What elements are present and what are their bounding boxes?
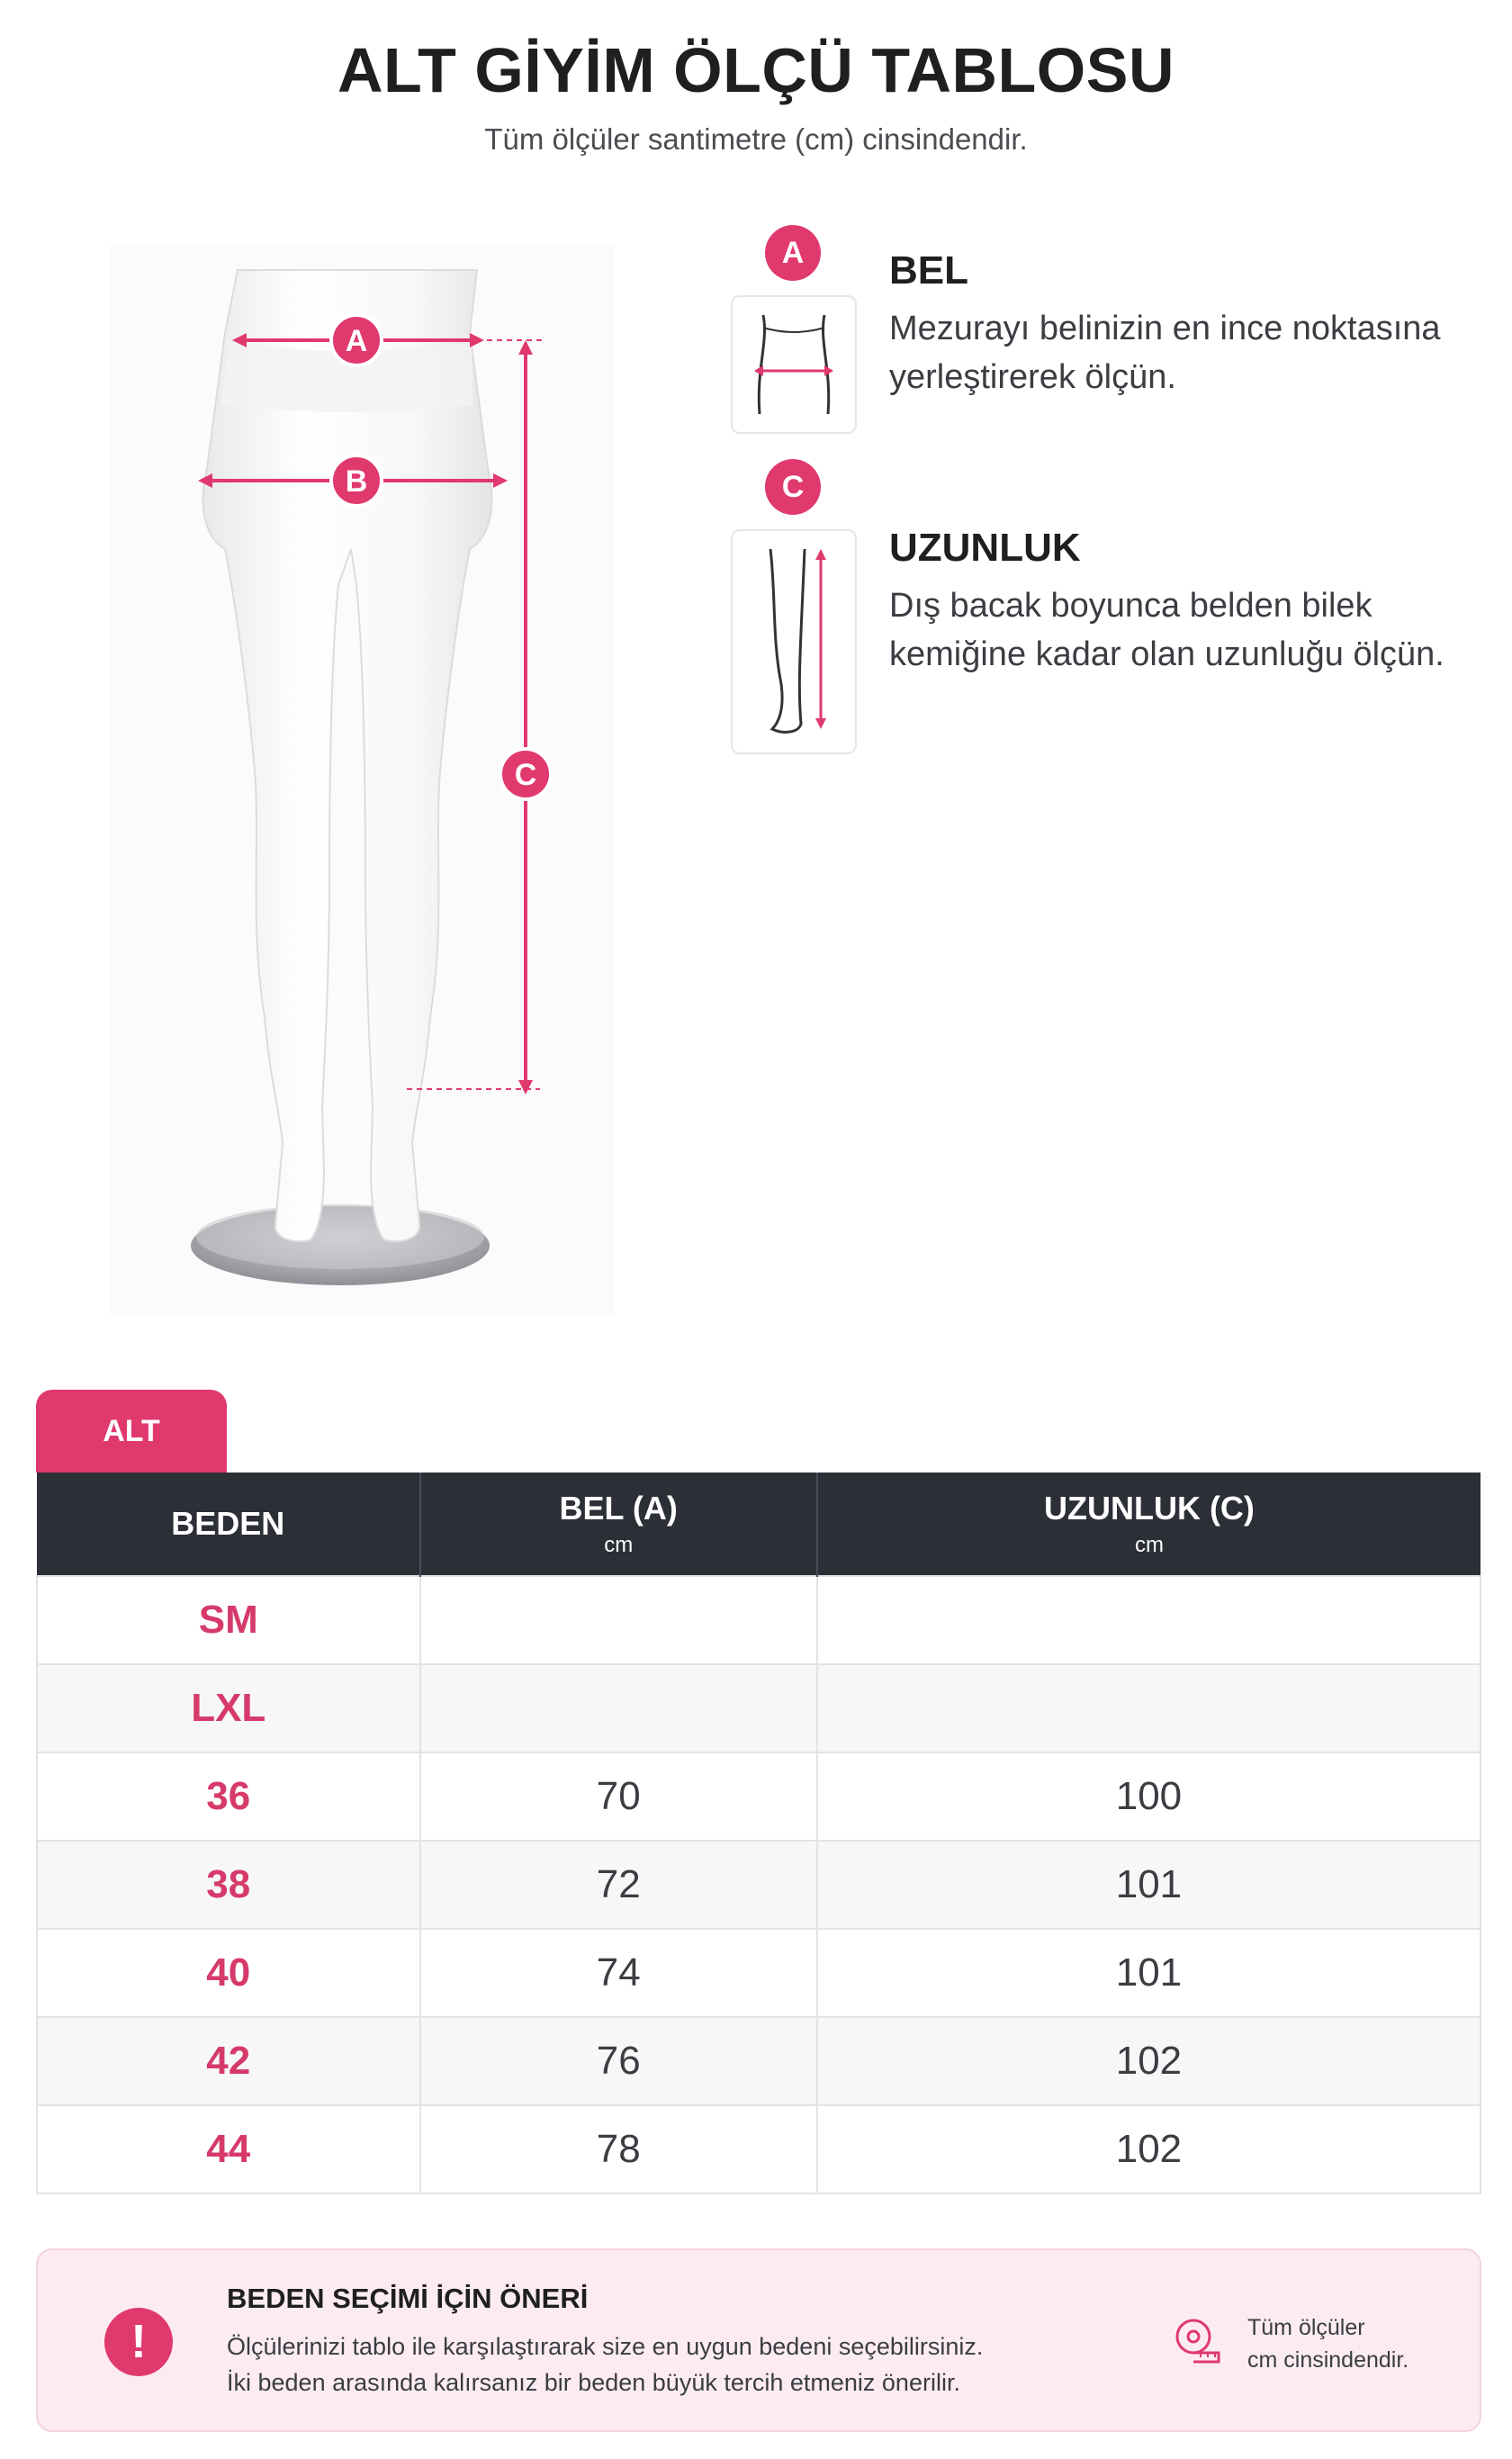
unit-note-line-2: cm cinsindendir.: [1247, 2347, 1409, 2373]
size-cell: SM: [37, 1576, 420, 1664]
mannequin-body: [203, 270, 492, 1241]
table-row: [37, 1576, 1480, 1664]
length-cell: 102: [817, 2017, 1480, 2105]
header-waist: [420, 1473, 817, 1576]
marker-a-label: A: [345, 324, 368, 358]
size-cell: 42: [37, 2017, 420, 2105]
waist-cell: 72: [420, 1841, 817, 1929]
length-title: UZUNLUK: [889, 526, 1081, 570]
table-row: [37, 1664, 1480, 1752]
table-row: [37, 1929, 1480, 2017]
waist-description: Mezurayı belinizin en ince noktasına yerleştirerek ölçün.: [889, 310, 1441, 396]
waist-cell: 78: [420, 2105, 817, 2193]
waist-cell: 70: [420, 1752, 817, 1841]
size-cell: 38: [37, 1841, 420, 1929]
length-cell: 100: [817, 1752, 1480, 1841]
advice-line-2: İki beden arasında kalırsanız bir beden büyük tercih etmeniz önerilir.: [227, 2369, 960, 2396]
size-cell: 36: [37, 1752, 420, 1841]
waist-title: BEL: [889, 248, 968, 293]
length-description: Dış bacak boyunca belden bilek kemiğine kadar olan uzunluğu ölçün.: [889, 587, 1444, 673]
advice-title: BEDEN SEÇİMİ İÇİN ÖNERİ: [227, 2283, 589, 2314]
length-cell: [817, 1576, 1480, 1664]
length-cell: 101: [817, 1929, 1480, 2017]
waist-cell: 76: [420, 2017, 817, 2105]
header-size-label: BEDEN: [171, 1505, 285, 1542]
measuring-tape-icon: [1170, 2313, 1224, 2367]
table-row: [37, 2105, 1480, 2193]
leg-length-icon: [733, 531, 855, 752]
warning-icon: !: [104, 2308, 173, 2376]
header-waist-unit: cm: [604, 1533, 634, 1557]
table-header-row: [37, 1473, 1480, 1576]
header-length: [817, 1473, 1480, 1576]
size-table: [36, 1473, 1481, 2194]
waist-thumbnail: [731, 295, 857, 434]
tab-alt[interactable]: ALT: [36, 1390, 227, 1473]
table-row: [37, 2017, 1480, 2105]
length-cell: 102: [817, 2105, 1480, 2193]
advice-box: [36, 2248, 1481, 2432]
size-cell: 44: [37, 2105, 420, 2193]
length-cell: 101: [817, 1841, 1480, 1929]
table-row: [37, 1841, 1480, 1929]
mannequin-figure: [110, 243, 614, 1314]
marker-b-label: B: [345, 464, 368, 499]
size-cell: 40: [37, 1929, 420, 2017]
waist-cell: 74: [420, 1929, 817, 2017]
page-title: ALT GİYİM ÖLÇÜ TABLOSU: [338, 35, 1174, 105]
marker-c-label: C: [514, 758, 537, 792]
header-size: [37, 1473, 420, 1576]
table-row: [37, 1752, 1480, 1841]
waist-icon: [733, 297, 855, 432]
mannequin-illustration: [110, 243, 614, 1314]
header-length-label: UZUNLUK (C): [1043, 1490, 1255, 1527]
unit-note-line-1: Tüm ölçüler: [1247, 2315, 1365, 2340]
badge-a: A: [765, 225, 821, 281]
header-waist-label: BEL (A): [559, 1490, 678, 1527]
page-subtitle: Tüm ölçüler santimetre (cm) cinsindendir.: [484, 122, 1028, 156]
waist-cell: [420, 1664, 817, 1752]
length-cell: [817, 1664, 1480, 1752]
waist-cell: [420, 1576, 817, 1664]
header-length-unit: cm: [1134, 1533, 1164, 1557]
size-cell: LXL: [37, 1664, 420, 1752]
length-thumbnail: [731, 529, 857, 754]
badge-c: C: [765, 459, 821, 515]
unit-note: [1247, 2311, 1408, 2376]
advice-line-1: Ölçülerinizi tablo ile karşılaştırarak size en uygun bedeni seçebilirsiniz.: [227, 2333, 984, 2360]
